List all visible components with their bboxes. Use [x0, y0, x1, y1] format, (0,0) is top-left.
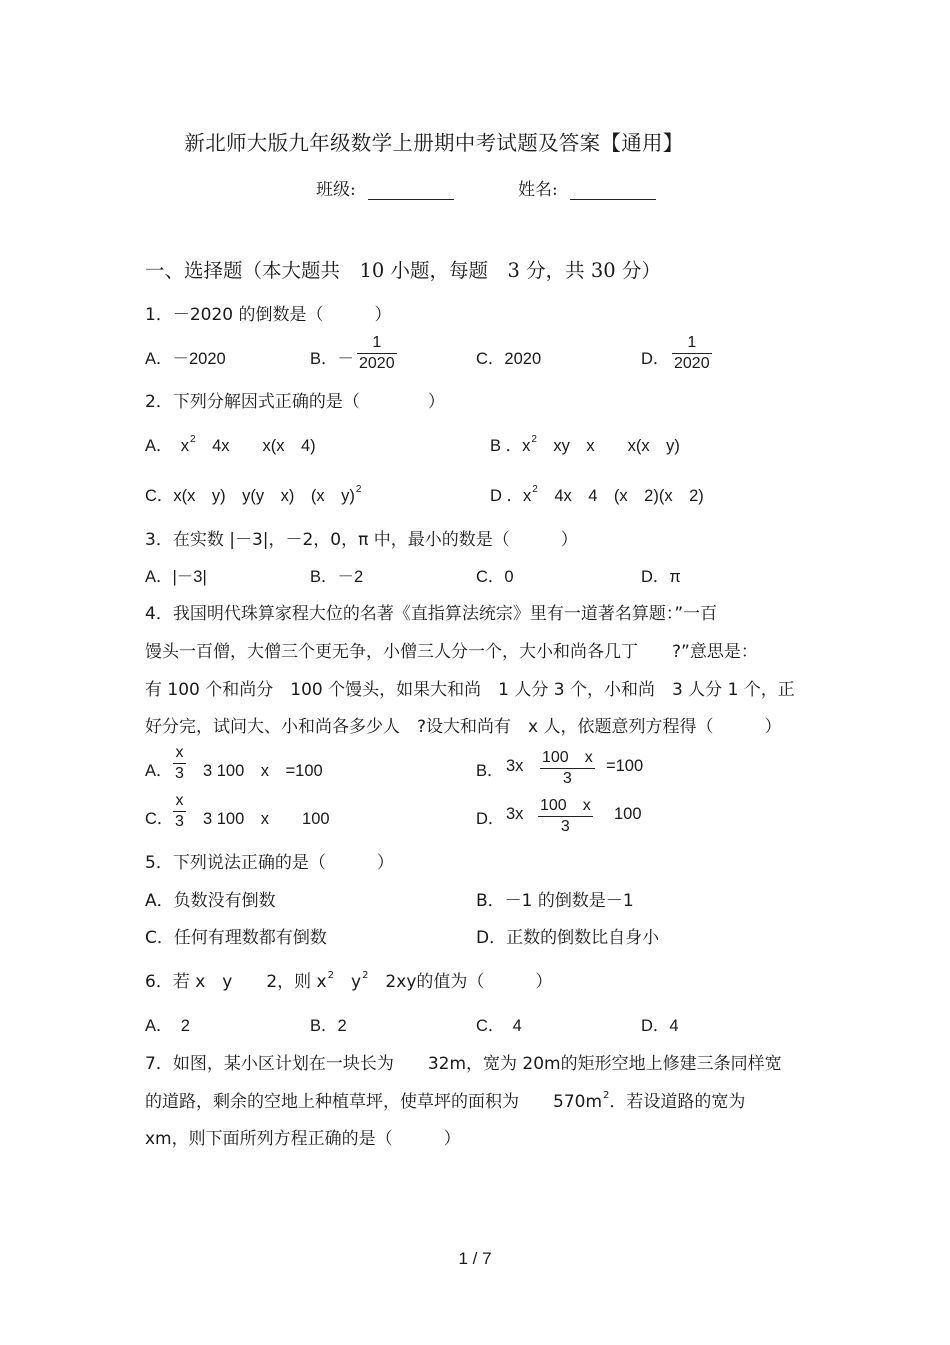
- q6-option-b: B．2: [310, 1017, 347, 1035]
- question-4-line-4: 好分完，试问大、小和尚各多少人 ?设大和尚有 x 人，依题意列方程得（ ）: [145, 717, 782, 737]
- q4-option-b-rest: =100: [606, 757, 644, 775]
- q3-option-b: B．－2: [310, 568, 364, 586]
- document-title: 新北师大版九年级数学上册期中考试题及答案【通用】: [184, 131, 684, 155]
- question-7-line-1: 7．如图，某小区计划在一块长为 32m，宽为 20m的矩形空地上修建三条同样宽: [145, 1054, 782, 1074]
- q1-option-d-fraction: [672, 334, 712, 373]
- q1-d-denominator: 2020: [674, 355, 710, 372]
- q4-option-d-label: D．: [476, 810, 505, 828]
- q4-option-c-rest: 3 100 x 100: [203, 810, 330, 828]
- page-indicator: 1 / 7: [458, 1249, 492, 1268]
- question-2-stem: 2．下列分解因式正确的是（ ）: [145, 392, 445, 412]
- q1-option-c: C．2020: [476, 350, 542, 368]
- q1-option-b-fraction: [357, 334, 397, 373]
- q1-option-a: A．－2020: [145, 350, 226, 368]
- q4-option-d-fraction: 100 x 3: [540, 797, 591, 835]
- q5-option-b: B．－1 的倒数是－1: [476, 891, 634, 911]
- q5-option-a: A．负数没有倒数: [145, 891, 276, 911]
- question-1-stem: 1．－2020 的倒数是（ ）: [145, 305, 392, 325]
- q4-option-c-fraction: x 3: [175, 792, 184, 830]
- question-7-line-2: 的道路，剩余的空地上种植草坪，使草坪的面积为 $570m^2$．若设道路的宽为: [145, 1090, 746, 1112]
- q4-option-b-label: B．: [476, 762, 504, 780]
- q2-option-c: C．x(x y) y(y x) (x y)$^2$: [145, 484, 362, 505]
- q3-option-a: A．|－3|: [145, 568, 207, 586]
- name-field: [518, 175, 656, 200]
- q1-option-d-prefix: D．: [641, 350, 670, 368]
- q4-option-a-label: A．: [145, 762, 173, 780]
- q4-option-d-rest: 100: [614, 805, 642, 823]
- class-label: 班级:: [316, 180, 356, 200]
- question-4-line-1: 4．我国明代珠算家程大位的名著《直指算法统宗》里有一道著名算题：”一百: [145, 604, 718, 624]
- q4-option-c-label: C．: [145, 810, 174, 828]
- q3-option-d: D．π: [641, 568, 681, 586]
- name-blank: [570, 181, 656, 200]
- q6-option-d: D．4: [641, 1017, 679, 1035]
- q3-option-c: C．0: [476, 568, 514, 586]
- q5-option-d: D．正数的倒数比自身小: [476, 928, 660, 948]
- q6-option-c: C． 4: [476, 1017, 522, 1035]
- q5-option-c: C．任何有理数都有倒数: [145, 928, 327, 948]
- q4-option-b-prefix: 3x: [506, 757, 524, 775]
- q2-option-a: A． $x^2$ 4x x(x 4): [145, 434, 316, 455]
- q4-option-b-fraction: 100 x 3: [542, 749, 593, 787]
- q1-b-numerator: 1: [372, 334, 382, 351]
- name-label: 姓名:: [518, 180, 558, 200]
- q4-option-a-fraction: x 3: [175, 744, 184, 782]
- question-4-line-3: 有 100 个和尚分 100 个馒头，如果大和尚 1 人分 3 个，小和尚 3 人分 1 个，正: [145, 680, 795, 700]
- q2-option-b: B ．$x^2$ xy x x(x y): [490, 434, 680, 455]
- q6-option-a: A． 2: [145, 1017, 190, 1035]
- question-6-stem: 6．若 x y 2，则 $x^2$ $y^2$ 2xy的值为（ ）: [145, 970, 553, 992]
- q2-option-d: D ．$x^2$ 4x 4 (x 2)(x 2): [490, 484, 704, 505]
- question-7-line-3: xm，则下面所列方程正确的是（ ）: [145, 1129, 461, 1149]
- q4-option-d-prefix: 3x: [506, 805, 524, 823]
- q4-option-a-rest: 3 100 x =100: [203, 762, 323, 780]
- section-heading: 一、选择题（本大题共 10 小题，每题 3 分，共 30 分）: [145, 259, 661, 282]
- class-blank: [368, 181, 454, 200]
- question-3-stem: 3．在实数 |－3|，－2，0，π 中，最小的数是（ ）: [145, 530, 578, 550]
- class-field: [316, 175, 454, 200]
- q1-option-b-prefix: B．－: [310, 350, 355, 368]
- question-5-stem: 5．下列说法正确的是（ ）: [145, 853, 394, 873]
- q1-d-numerator: 1: [687, 334, 697, 351]
- question-4-line-2: 馒头一百僧，大僧三个更无争，小僧三人分一个，大小和尚各几丁 ?”意思是：: [145, 642, 758, 662]
- q1-b-denominator: 2020: [359, 355, 395, 372]
